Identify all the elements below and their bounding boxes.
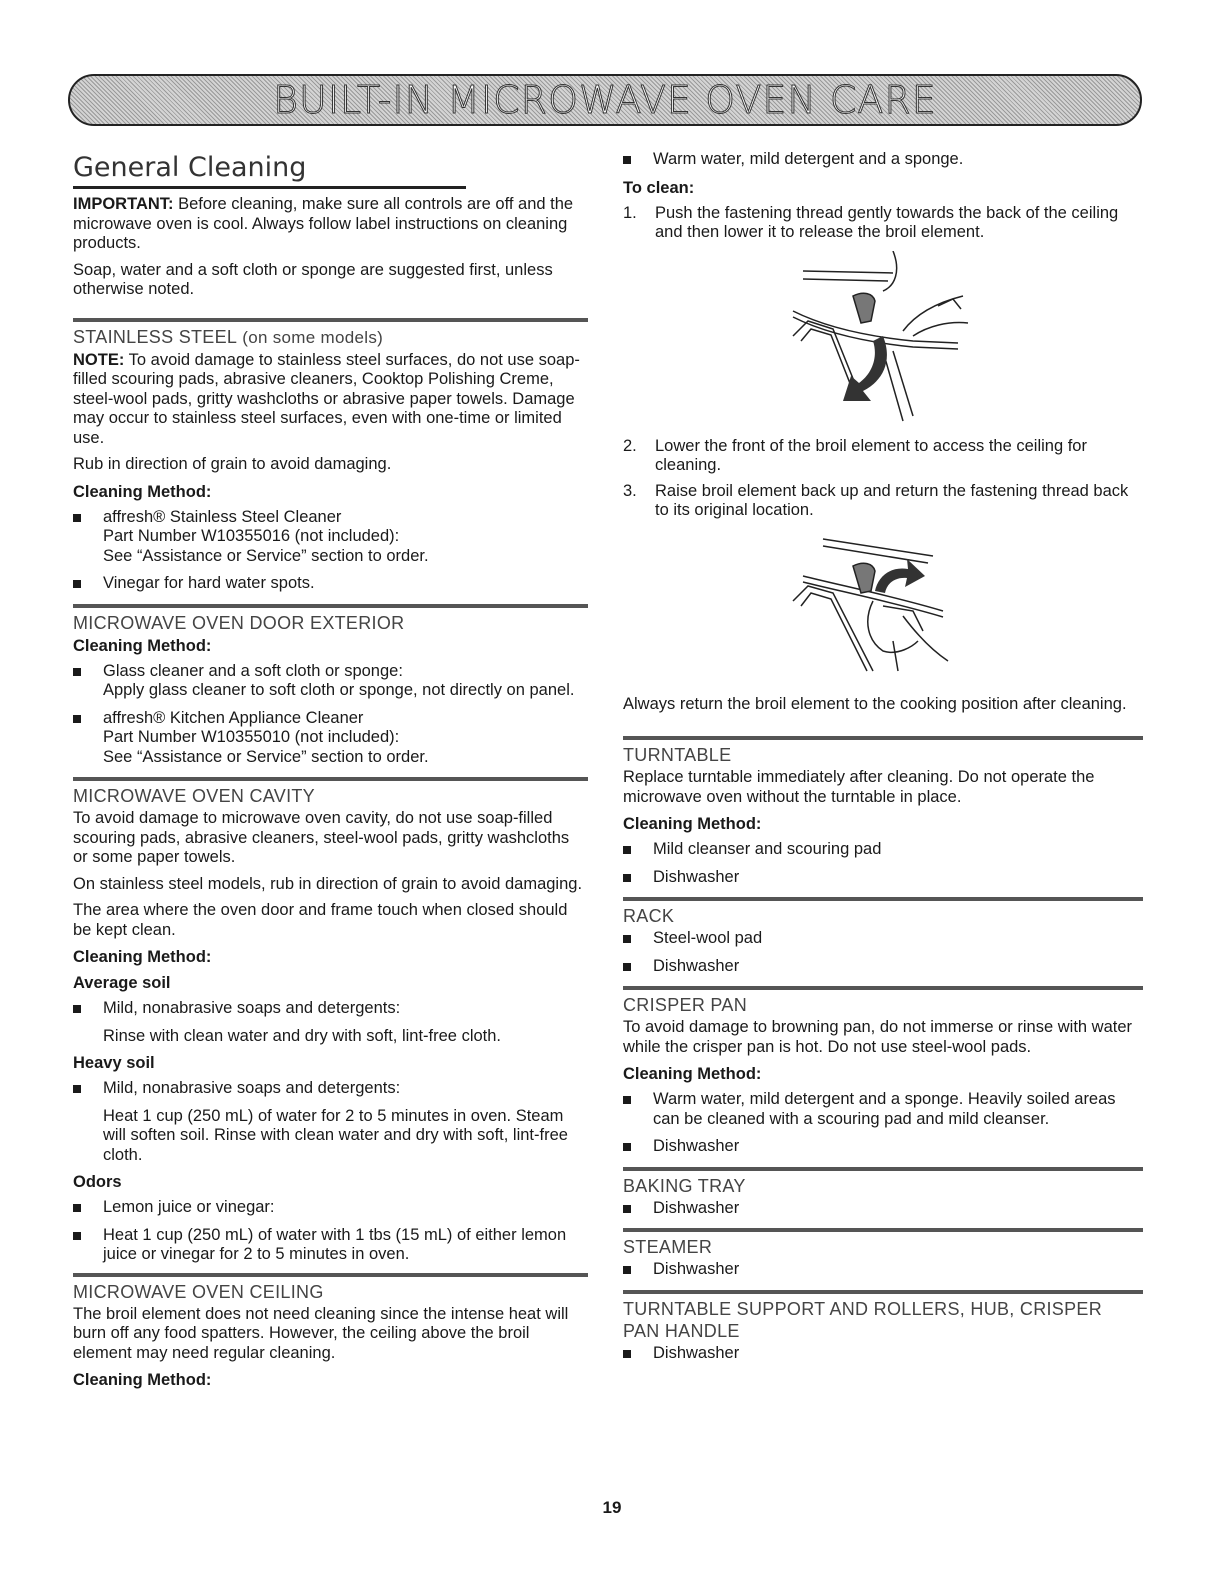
- cavity-p1: To avoid damage to microwave oven cavity, do not use soap-filled scouring pads, abrasive cleaners, steel-wool pads, gritty washcloths or some paper towels.: [73, 809, 570, 866]
- cleaning-method-label: Cleaning Method:: [73, 948, 212, 966]
- general-cleaning-heading: General Cleaning: [73, 152, 466, 189]
- bullet-icon: [623, 935, 631, 943]
- item-text: Dishwasher: [653, 1343, 740, 1362]
- stainless-list: [73, 508, 588, 594]
- baking-list: [623, 1199, 1143, 1219]
- note-label: NOTE:: [73, 350, 125, 369]
- support-title: TURNTABLE SUPPORT AND ROLLERS, HUB, CRISPER PAN HANDLE: [623, 1298, 1103, 1341]
- heavy-soil-label: Heavy soil: [73, 1054, 155, 1072]
- list-item: [623, 1090, 1143, 1129]
- item-text: Warm water, mild detergent and a sponge. Heavily soiled areas can be cleaned with a scouring pad and mild cleanser.: [653, 1090, 1116, 1128]
- arrow-icon: [875, 559, 925, 593]
- item-text: Dishwasher: [653, 1137, 740, 1155]
- crisper-title: CRISPER PAN: [623, 995, 747, 1015]
- item-text: Heat 1 cup (250 mL) of water with 1 tbs (15 mL) of either lemon juice or vinegar for 2 to 5 minutes in oven.: [103, 1225, 567, 1263]
- list-item: [73, 508, 588, 567]
- stainless-steel-title: [73, 326, 588, 349]
- baking-tray-title: BAKING TRAY: [623, 1175, 746, 1196]
- ceiling-section: [73, 1273, 588, 1391]
- support-list: [623, 1344, 1143, 1364]
- step-number: 1.: [623, 203, 637, 222]
- rack-outline: [893, 351, 913, 416]
- rack-list: [623, 929, 1143, 976]
- important-text: Before cleaning, make sure all controls are off and the microwave oven is cool. Always follow label instructions on cleaning products.: [73, 195, 574, 252]
- bullet-icon: [623, 963, 631, 971]
- support-section: [623, 1290, 1143, 1364]
- turntable-section: [623, 736, 1143, 887]
- list-item: [623, 929, 1143, 949]
- page-number: 19: [602, 1498, 622, 1517]
- cleaning-method-label: Cleaning Method:: [73, 482, 212, 501]
- heavy-list: [73, 1079, 588, 1099]
- list-item: [623, 840, 1143, 860]
- item-text: Dishwasher: [653, 1198, 740, 1217]
- cleaning-method-label: Cleaning Method:: [73, 636, 212, 655]
- bullet-icon: [73, 1005, 81, 1013]
- list-item: [623, 868, 1143, 888]
- left-column: [73, 152, 588, 1396]
- note-text: To avoid damage to stainless steel surfaces, do not use soap-filled scouring pads, abrasive cleaners, Cooktop Polishing Creme, steel-wool pads, gritty washcloths or abrasive paper towels. Damage may occur to stainless steel surfaces, even with one-time or limited use.: [73, 350, 580, 447]
- ceiling-p1: The broil element does not need cleaning since the intense heat will burn off any food spatters. However, the ceiling above the broil element may need regular cleaning.: [73, 1304, 569, 1362]
- ceiling-line: [803, 279, 888, 281]
- to-clean-label: To clean:: [623, 178, 695, 197]
- cleaning-method-label: Cleaning Method:: [623, 1065, 762, 1083]
- bullet-icon: [73, 514, 81, 522]
- cavity-title: MICROWAVE OVEN CAVITY: [73, 786, 315, 806]
- bullet-icon: [73, 1204, 81, 1212]
- rack-title: RACK: [623, 906, 675, 926]
- right-column: [623, 150, 1143, 1371]
- bullet-icon: [73, 580, 81, 588]
- bullet-icon: [73, 668, 81, 676]
- steamer-title: STEAMER: [623, 1237, 713, 1257]
- item-text: Mild, nonabrasive soaps and detergents:: [103, 999, 401, 1017]
- item-text: Dishwasher: [653, 1260, 740, 1278]
- ceiling-line: [823, 546, 928, 563]
- fastening-thread: [853, 293, 875, 323]
- step-item: [623, 482, 1143, 521]
- item-text: Mild cleanser and scouring pad: [653, 840, 882, 858]
- item-line: affresh® Stainless Steel Cleaner: [103, 507, 342, 526]
- hand-outline: [903, 616, 948, 661]
- list-item: [623, 1260, 1143, 1280]
- item-text: Dishwasher: [653, 956, 740, 975]
- page-banner: [68, 74, 1142, 126]
- list-item: [623, 1344, 1143, 1364]
- steps-list-b: [623, 437, 1143, 521]
- step-number: 3.: [623, 481, 637, 500]
- item-line: Part Number W10355016 (not included):: [103, 527, 400, 545]
- average-list: [73, 999, 588, 1019]
- step-number: 2.: [623, 436, 637, 455]
- list-item: [73, 1198, 588, 1218]
- average-soil-label: Average soil: [73, 974, 171, 992]
- cleaning-method-label: Cleaning Method:: [623, 815, 762, 833]
- item-text: Warm water, mild detergent and a sponge.: [653, 150, 964, 168]
- crisper-p1: To avoid damage to browning pan, do not immerse or rinse with water while the crisper pan is hot. Do not use steel-wool pads.: [623, 1018, 1133, 1056]
- list-item: [623, 150, 1143, 170]
- list-item: [623, 957, 1143, 977]
- turntable-list: [623, 840, 1143, 887]
- item-line: See “Assistance or Service” section to order.: [103, 747, 429, 766]
- bullet-icon: [73, 715, 81, 723]
- item-text: Dishwasher: [653, 867, 740, 886]
- step-item: [623, 204, 1143, 243]
- item-text: Lemon juice or vinegar:: [103, 1198, 275, 1216]
- list-item: [73, 1079, 588, 1099]
- banner-title: BUILT-IN MICROWAVE OVEN CARE: [273, 78, 937, 122]
- list-item: [73, 999, 588, 1019]
- turntable-title: TURNTABLE: [623, 745, 732, 765]
- important-paragraph: [73, 195, 588, 254]
- ceiling-line: [803, 271, 893, 273]
- door-exterior-section: [73, 604, 588, 768]
- steamer-section: [623, 1228, 1143, 1280]
- stainless-steel-section: [73, 318, 588, 594]
- item-line: affresh® Kitchen Appliance Cleaner: [103, 708, 364, 727]
- list-item: [73, 574, 588, 594]
- always-return-text: Always return the broil element to the cooking position after cleaning.: [623, 694, 1127, 713]
- cavity-section: [73, 777, 588, 1265]
- bullet-icon: [623, 1205, 631, 1213]
- list-item: [623, 1137, 1143, 1157]
- bullet-icon: [623, 1350, 631, 1358]
- hand-outline: [893, 641, 898, 671]
- odors-list: [73, 1198, 588, 1265]
- door-exterior-title: MICROWAVE OVEN DOOR EXTERIOR: [73, 612, 405, 633]
- step-text: Push the fastening thread gently towards the back of the ceiling and then lower it to release the broil element.: [655, 203, 1119, 241]
- cleaning-method-label: Cleaning Method:: [73, 1371, 212, 1389]
- bullet-icon: [623, 1143, 631, 1151]
- odors-label: Odors: [73, 1173, 122, 1191]
- soap-paragraph: Soap, water and a soft cloth or sponge are suggested first, unless otherwise noted.: [73, 260, 553, 298]
- broil-element-raise-illustration: [783, 531, 983, 681]
- item-line: Part Number W10355010 (not included):: [103, 728, 400, 746]
- step-text: Lower the front of the broil element to access the ceiling for cleaning.: [655, 436, 1087, 474]
- bullet-icon: [623, 846, 631, 854]
- item-text: Vinegar for hard water spots.: [103, 574, 315, 592]
- bullet-icon: [623, 874, 631, 882]
- crisper-list: [623, 1090, 1143, 1157]
- rub-text: Rub in direction of grain to avoid damaging.: [73, 455, 392, 473]
- rack-outline: [801, 593, 867, 671]
- steamer-list: [623, 1260, 1143, 1280]
- item-text: Steel-wool pad: [653, 929, 763, 947]
- average-note: Rinse with clean water and dry with soft, lint-free cloth.: [103, 1026, 502, 1045]
- important-label: IMPORTANT:: [73, 195, 174, 213]
- list-item: [73, 662, 588, 701]
- heavy-note: Heat 1 cup (250 mL) of water for 2 to 5 minutes in oven. Steam will soften soil. Rinse with clean water and dry with soft, lint-free cloth.: [103, 1106, 568, 1164]
- crisper-section: [623, 986, 1143, 1157]
- bullet-icon: [73, 1085, 81, 1093]
- broil-element: [803, 582, 943, 617]
- stainless-title-text: STAINLESS STEEL: [73, 326, 238, 347]
- stainless-title-note: (on some models): [237, 327, 384, 347]
- pointer-line: [883, 251, 897, 291]
- cavity-p2: On stainless steel models, rub in direction of grain to avoid damaging.: [73, 874, 583, 893]
- door-list: [73, 662, 588, 768]
- bullet-icon: [623, 1096, 631, 1104]
- list-item: [623, 1199, 1143, 1219]
- hand-outline: [938, 299, 961, 309]
- item-line: Glass cleaner and a soft cloth or sponge:: [103, 661, 403, 680]
- item-line: Apply glass cleaner to soft cloth or sponge, not directly on panel.: [103, 681, 575, 699]
- broil-element-release-illustration: [783, 251, 983, 431]
- cavity-p3: The area where the oven door and frame touch when closed should be kept clean.: [73, 901, 568, 939]
- stainless-note: [73, 351, 588, 449]
- list-item: [73, 1226, 588, 1265]
- item-text: Mild, nonabrasive soaps and detergents:: [103, 1079, 401, 1097]
- baking-tray-section: [623, 1167, 1143, 1219]
- turntable-p1: Replace turntable immediately after cleaning. Do not operate the microwave oven without the turntable in place.: [623, 768, 1095, 806]
- rack-section: [623, 897, 1143, 976]
- bullet-icon: [623, 156, 631, 164]
- hand-outline: [913, 322, 968, 335]
- item-line: See “Assistance or Service” section to order.: [103, 546, 429, 565]
- list-item: [73, 709, 588, 768]
- ceiling-line: [823, 539, 933, 556]
- step-item: [623, 437, 1143, 476]
- bullet-icon: [623, 1266, 631, 1274]
- bullet-icon: [73, 1232, 81, 1240]
- ceiling-method-list: [623, 150, 1143, 170]
- step-text: Raise broil element back up and return the fastening thread back to its original location.: [655, 481, 1129, 519]
- ceiling-title: MICROWAVE OVEN CEILING: [73, 1281, 324, 1302]
- steps-list-a: [623, 204, 1143, 243]
